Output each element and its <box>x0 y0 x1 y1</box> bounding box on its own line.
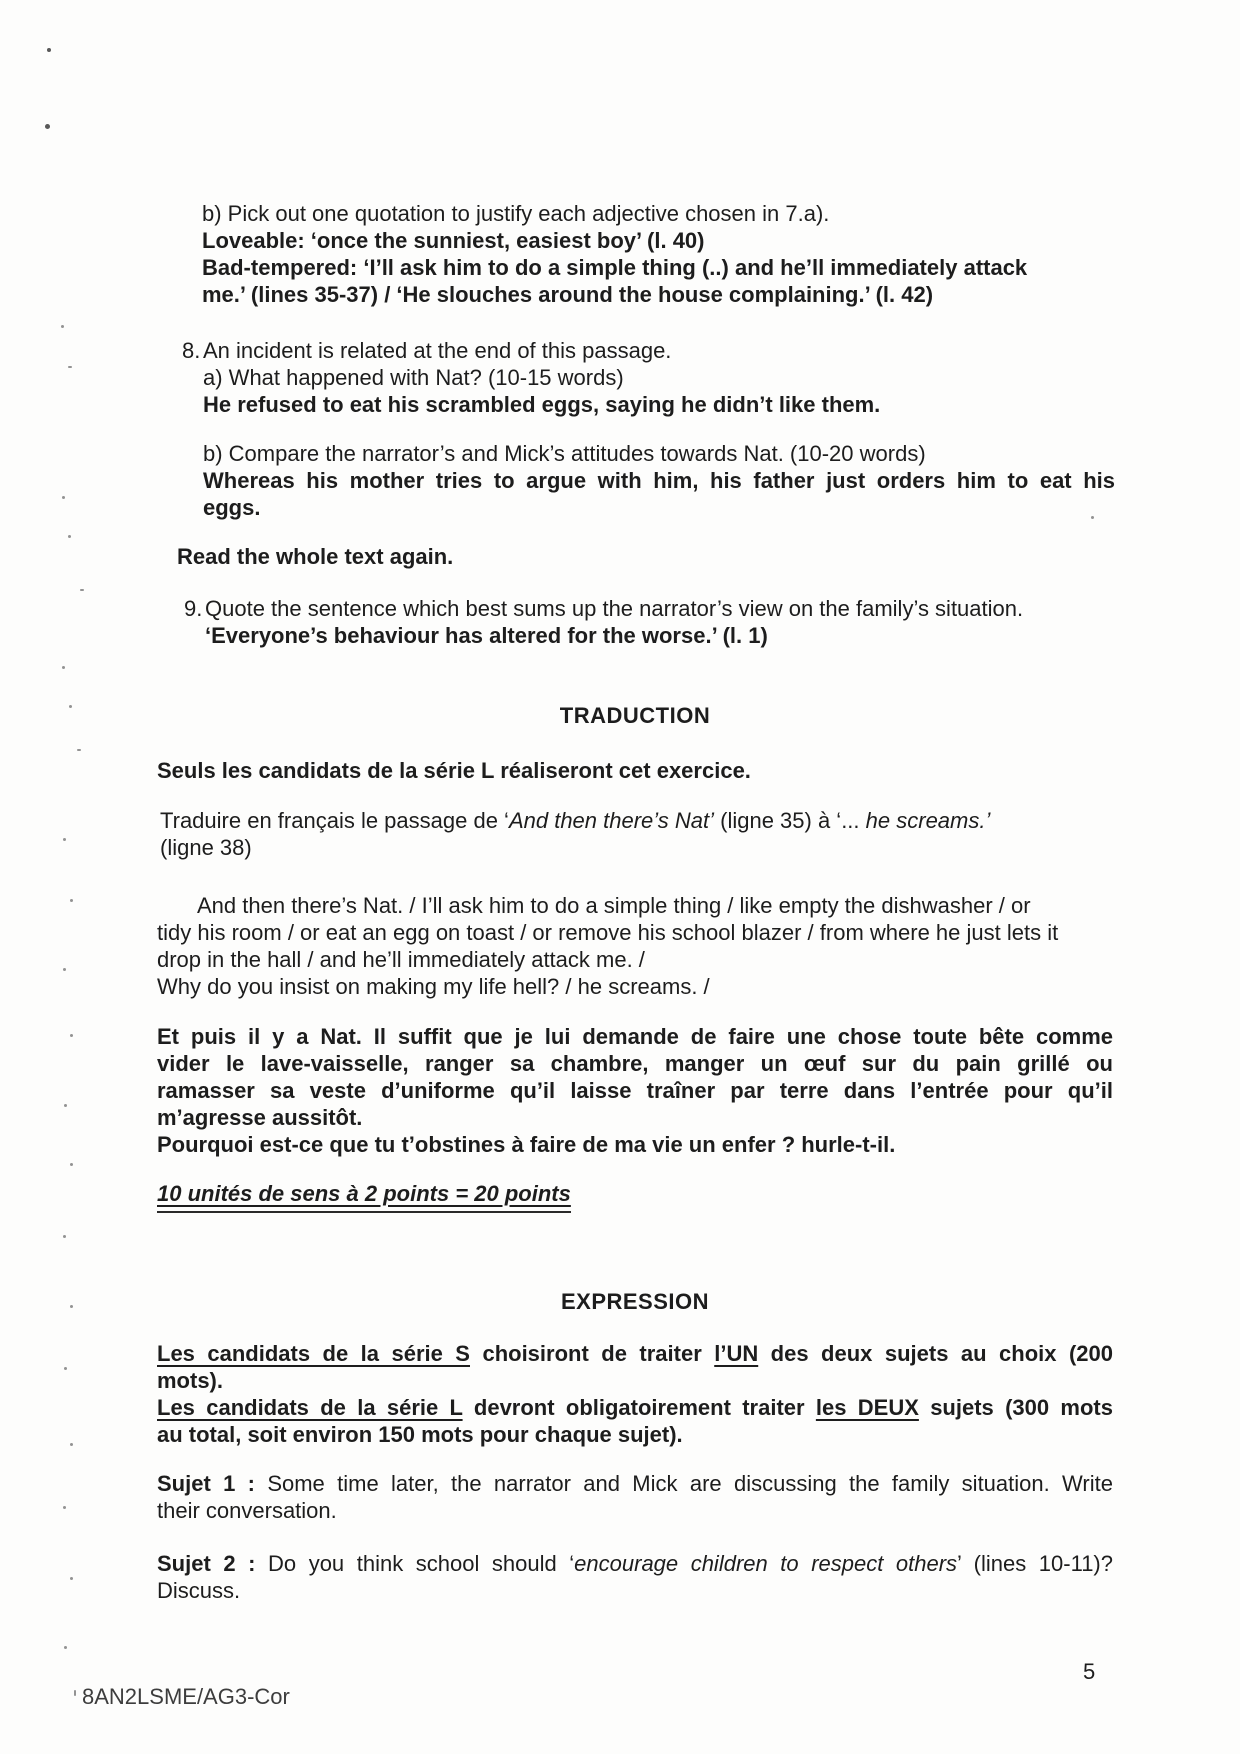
consigne-quote1: And then there’s Nat’ <box>508 808 715 833</box>
source-line: And then there’s Nat. / I’ll ask him to do a simple thing / like empty the dishwasher / or <box>197 893 1031 918</box>
question-9-number: 9. <box>184 596 203 621</box>
scan-speck <box>68 366 72 368</box>
scan-speck <box>64 1367 67 1370</box>
scan-speck <box>70 1443 73 1446</box>
sujet1-block <box>157 1470 1113 1524</box>
scan-speck <box>70 1305 73 1308</box>
sujet2-pre: Do you think school should ‘ <box>255 1551 575 1576</box>
question-7b-block <box>202 200 1132 308</box>
serie-s-line1 <box>157 1340 1113 1367</box>
scan-speck <box>80 589 84 591</box>
question-8-number: 8. <box>182 338 201 363</box>
expression-heading: EXPRESSION <box>560 1289 710 1314</box>
answer-bad-tempered-line2: me.’ (lines 35-37) / ‘He slouches around the house complaining.’ (l. 42) <box>202 282 934 307</box>
serie-l-line2: au total, soit environ 150 mots pour chaque sujet). <box>157 1422 683 1447</box>
question-8b-block <box>203 440 1115 521</box>
scan-speck <box>68 535 71 538</box>
translation-line: Pourquoi est-ce que tu t’obstines à faire de ma vie un enfer ? hurle-t-il. <box>157 1132 896 1157</box>
sujet2-post: ’ (lines 10-11)? <box>957 1551 1113 1576</box>
answer-8b-line1: Whereas his mother tries to argue with him, his father just orders him to eat his <box>203 468 1115 493</box>
serie-l-end: sujets (300 mots <box>918 1395 1113 1420</box>
bareme-block <box>157 1180 571 1213</box>
instruction-read-again: Read the whole text again. <box>177 544 454 569</box>
serie-s-emphasis: l’UN <box>714 1341 759 1366</box>
source-line: Why do you insist on making my life hell? / he screams. / <box>157 974 710 999</box>
answer-8a: He refused to eat his scrambled eggs, saying he didn’t like them. <box>203 392 881 417</box>
scan-speck <box>64 1646 67 1649</box>
scan-speck <box>77 749 81 751</box>
scan-speck <box>63 968 66 971</box>
traduction-consigne-line1 <box>160 807 1116 834</box>
scan-speck <box>70 1034 73 1037</box>
document-reference: 8AN2LSME/AG3-Cor <box>82 1684 290 1709</box>
consigne-part1: Traduire en français le passage de ‘ <box>160 808 509 833</box>
source-line: drop in the hall / and he’ll immediately attack me. / <box>157 947 645 972</box>
scan-speck <box>61 325 64 328</box>
answer-8b-line2: eggs. <box>203 495 261 520</box>
serie-s-middle: choisiront de traiter <box>470 1341 715 1366</box>
consigne-part2: (ligne 35) à ‘... <box>714 808 866 833</box>
answer-9: ‘Everyone’s behaviour has altered for the worse.’ (l. 1) <box>205 623 768 648</box>
answer-bad-tempered-line1: Bad-tempered: ‘I’ll ask him to do a simple thing (..) and he’ll immediately attack <box>202 255 1028 280</box>
consigne-quote2: he screams.’ <box>865 808 991 833</box>
source-line: tidy his room / or eat an egg on toast / or remove his school blazer / from where he just lets it <box>157 920 1059 945</box>
question-9-text: Quote the sentence which best sums up the narrator’s view on the family’s situation. <box>205 596 1024 621</box>
sujet1-label: Sujet 1 : <box>157 1471 255 1496</box>
question-8b-text: b) Compare the narrator’s and Mick’s attitudes towards Nat. (10-20 words) <box>203 441 926 466</box>
scan-speck <box>47 48 51 52</box>
question-8-block <box>182 337 1133 418</box>
scan-speck <box>63 1506 66 1509</box>
scan-speck <box>70 1163 73 1166</box>
scan-speck <box>70 1577 73 1580</box>
serie-s-end: des deux sujets au choix (200 <box>758 1341 1113 1366</box>
translation-line: Et puis il y a Nat. Il suffit que je lui demande de faire une chose toute bête comme <box>157 1024 1113 1049</box>
question-8a-text: a) What happened with Nat? (10-15 words) <box>203 365 624 390</box>
source-passage <box>157 892 1115 1000</box>
answer-loveable: Loveable: ‘once the sunniest, easiest boy’ (l. 40) <box>202 228 705 253</box>
sujet1-line1 <box>157 1470 1113 1497</box>
scan-speck <box>63 838 66 841</box>
sujet2-line1 <box>157 1550 1113 1577</box>
serie-s-line2: mots). <box>157 1368 223 1393</box>
serie-l-subject: Les candidats de la série L <box>157 1395 463 1420</box>
expression-rules <box>157 1340 1113 1448</box>
serie-l-line1 <box>157 1394 1113 1421</box>
serie-s-subject: Les candidats de la série S <box>157 1341 470 1366</box>
serie-l-emphasis: les DEUX <box>815 1395 919 1420</box>
sujet2-line2: Discuss. <box>157 1578 241 1603</box>
scan-speck <box>69 705 72 708</box>
translation-line: m’agresse aussitôt. <box>157 1105 363 1130</box>
scan-speck <box>70 899 73 902</box>
sujet2-quote: encourage children to respect others <box>574 1551 958 1576</box>
sujet2-block <box>157 1550 1113 1604</box>
sujet1-text: Some time later, the narrator and Mick are discussing the family situation. Write <box>255 1471 1113 1496</box>
scan-speck <box>62 666 65 669</box>
page-number: 5 <box>1083 1659 1096 1684</box>
bareme-text: 10 unités de sens à 2 points = 20 points <box>157 1180 571 1213</box>
translation-answer <box>157 1023 1113 1158</box>
scan-speck <box>45 124 50 129</box>
question-9-block <box>184 595 1145 649</box>
scan-speck <box>64 1104 67 1107</box>
translation-line: vider le lave-vaisselle, ranger sa chambre, manger un œuf sur du pain grillé ou <box>157 1051 1113 1076</box>
scan-speck <box>62 496 65 499</box>
sujet2-label: Sujet 2 : <box>157 1551 256 1576</box>
scan-speck <box>74 1690 76 1696</box>
traduction-restriction: Seuls les candidats de la série L réaliseront cet exercice. <box>157 758 751 783</box>
traduction-heading: TRADUCTION <box>559 703 711 728</box>
question-7b-text: b) Pick out one quotation to justify each adjective chosen in 7.a). <box>202 201 830 226</box>
translation-line: ramasser sa veste d’uniforme qu’il laisse traîner par terre dans l’entrée pour qu’il <box>157 1078 1113 1103</box>
traduction-consigne-line2: (ligne 38) <box>160 835 252 860</box>
question-8-intro: An incident is related at the end of this passage. <box>203 338 672 363</box>
sujet1-line2: their conversation. <box>157 1498 337 1523</box>
scan-speck <box>63 1235 66 1238</box>
serie-l-middle: devront obligatoirement traiter <box>462 1395 816 1420</box>
traduction-consigne <box>160 807 1116 861</box>
